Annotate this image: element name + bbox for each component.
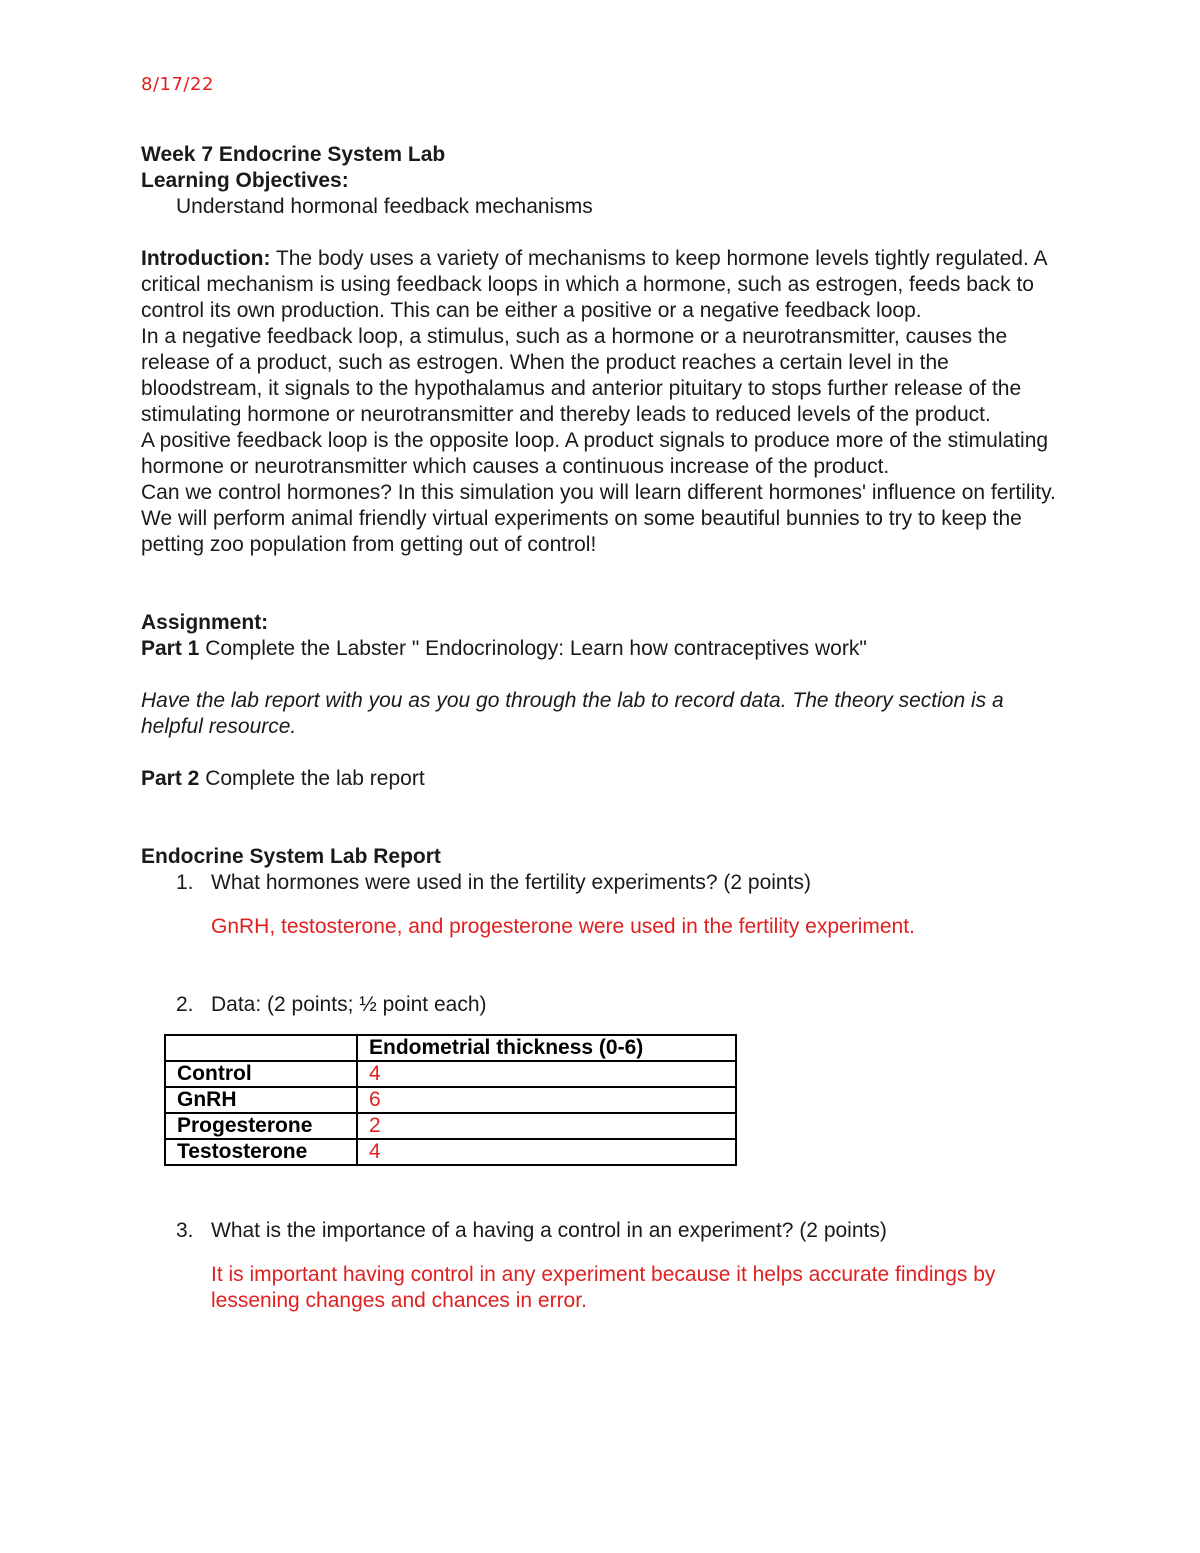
row-value: 4 — [357, 1061, 736, 1087]
positive-feedback-paragraph: A positive feedback loop is the opposite loop. A product signals to produce more of the stimulating hormone or neurotransmitter which causes a continuous increase of the product. — [141, 429, 1049, 478]
answer-text: It is important having control in any experiment because it helps accurate findings by lessening changes and chances in error. — [211, 1263, 996, 1312]
part2-line — [141, 766, 1061, 792]
part1-text: Complete the Labster " Endocrinology: Learn how contraceptives work" — [199, 637, 867, 660]
part2-text: Complete the lab report — [199, 767, 425, 790]
intro-paragraph — [141, 246, 1061, 324]
question-item — [141, 870, 1061, 896]
row-value: 6 — [357, 1087, 736, 1113]
table-row — [165, 1139, 736, 1165]
table-column-header: Endometrial thickness (0-6) — [357, 1035, 736, 1061]
page-title: Week 7 Endocrine System Lab — [141, 143, 446, 166]
row-label: Testosterone — [165, 1139, 357, 1165]
row-value: 2 — [357, 1113, 736, 1139]
negative-feedback-paragraph: In a negative feedback loop, a stimulus, such as a hormone or a neurotransmitter, causes the release of a product, such as estrogen. When the product reaches a certain level in the bloodstream, it signals to the hypothalamus and anterior pituitary to stops further release of the stimulating hormone or neurotransmitter and thereby leads to reduced levels of the product. — [141, 325, 1022, 426]
row-value: 4 — [357, 1139, 736, 1165]
question-text: Data: (2 points; ½ point each) — [211, 993, 487, 1016]
table-row — [165, 1113, 736, 1139]
report-heading: Endocrine System Lab Report — [141, 845, 441, 868]
answer-text: GnRH, testosterone, and progesterone were used in the fertility experiment. — [211, 915, 915, 938]
question-item — [141, 1218, 1061, 1244]
question-number: 3. — [176, 1219, 194, 1242]
row-label: GnRH — [165, 1087, 357, 1113]
intro-label: Introduction: — [141, 247, 271, 270]
part2-label: Part 2 — [141, 767, 200, 790]
table-row — [165, 1087, 736, 1113]
intro-text: The body uses a variety of mechanisms to keep hormone levels tightly regulated. A critical mechanism is using feedback loops in which a hormone, such as estrogen, feeds back to control its own production. This can be either a positive or a negative feedback loop. — [141, 247, 1047, 322]
question-text: What hormones were used in the fertility experiments? (2 points) — [211, 871, 811, 894]
table-header-row — [165, 1035, 736, 1061]
row-label: Progesterone — [165, 1113, 357, 1139]
part1-label: Part 1 — [141, 637, 200, 660]
assignment-heading: Assignment: — [141, 611, 269, 634]
question-text: What is the importance of a having a control in an experiment? (2 points) — [211, 1219, 887, 1242]
part1-line — [141, 636, 1061, 662]
date-stamp: 8/17/22 — [141, 74, 214, 95]
objective-item: Understand hormonal feedback mechanisms — [176, 195, 593, 218]
question-number: 1. — [176, 871, 194, 894]
row-label: Control — [165, 1061, 357, 1087]
table-corner-cell — [165, 1035, 357, 1061]
table-row — [165, 1061, 736, 1087]
control-hormones-paragraph: Can we control hormones? In this simulation you will learn different hormones' influence on fertility. We will perform animal friendly virtual experiments on some beautiful bunnies to try to keep the petting zoo population from getting out of control! — [141, 481, 1056, 556]
question-item — [141, 992, 1061, 1018]
question-number: 2. — [176, 993, 194, 1016]
objectives-heading: Learning Objectives: — [141, 169, 349, 192]
italic-note: Have the lab report with you as you go through the lab to record data. The theory section is a helpful resource. — [141, 689, 1004, 738]
document-body — [141, 142, 1061, 1314]
data-table — [164, 1034, 737, 1166]
question-list — [141, 870, 1061, 1314]
